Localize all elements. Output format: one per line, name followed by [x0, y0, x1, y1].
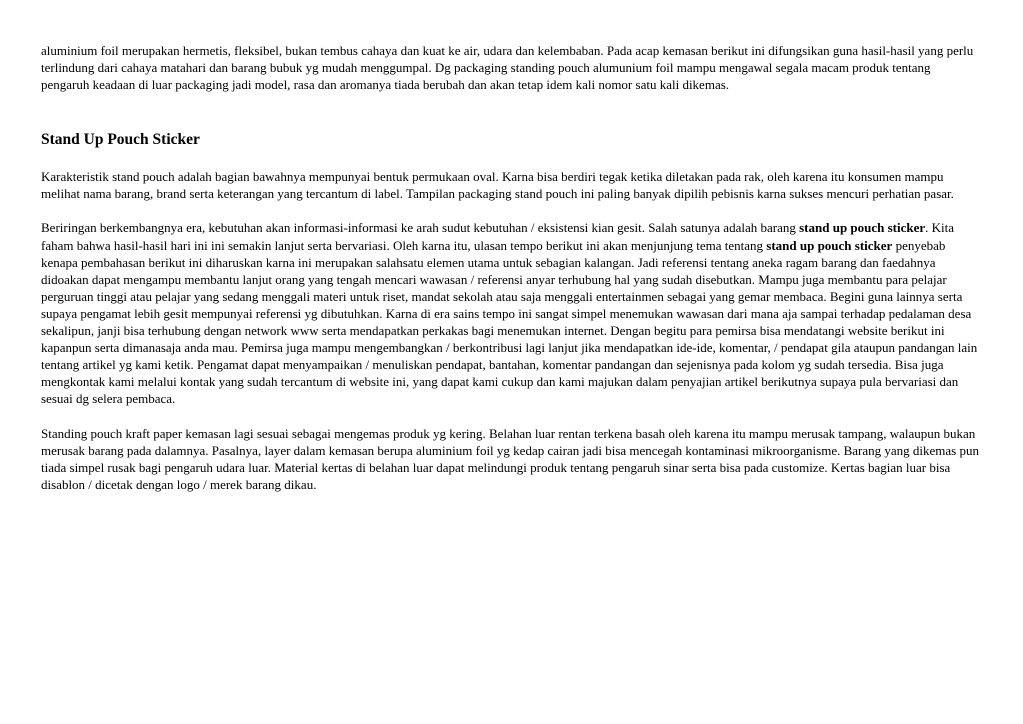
paragraph-info-text-2: . Kita faham bahwa hasil-hasil hari ini ini semakin lanjut serta bervariasi. Oleh karna itu, ulasan tempo berikut ini akan menjunjung tema tentang	[41, 220, 955, 253]
paragraph-characteristics: Karakteristik stand pouch adalah bagian bawahnya mempunyai bentuk permukaan oval. Karna bisa berdiri tegak ketika diletakan pada rak, oleh karena itu konsumen mampu melihat nama barang, brand serta keterangan yang tercantum di label. Tampilan packaging stand pouch ini paling banyak dipilih pebisnis karna sukses mencuri perhatian pasar.	[41, 169, 954, 202]
keyword-bold-1: stand up pouch sticker	[799, 220, 926, 236]
paragraph-info	[41, 219, 981, 407]
document-page	[41, 42, 981, 493]
intro-paragraph: aluminium foil merupakan hermetis, fleksibel, bukan tembus cahaya dan kuat ke air, udara dan kelembaban. Pada acap kemasan berikut ini difungsikan guna hasil-hasil yang perlu terlindung dari cahaya matahari dan barang bubuk yg mudah menggumpal. Dg packaging standing pouch alumunium foil mampu mengawal segala macam produk tentang pengaruh keadaan di luar packaging jadi model, rasa dan aromanya tiada berubah dan akan tetap idem kali nomor satu kali dikemas.	[41, 43, 974, 93]
paragraph-info-text-3: penyebab kenapa pembahasan berikut ini diharuskan karna ini merupakan salahsatu elemen utama untuk sebagian kalangan. Jadi referensi tentang aneka ragam barang dan faedahnya didoakan dapat mengampu membantu lanjut orang yang tengah mencari wawasan / referensi anyar terhubung hal yang sudah disebutkan. Mampu juga membantu para pelajar perguruan tinggi atau pelajar yang sedang menggali materi untuk riset, mandat sekolah atau saja menggali entertainmen sebagai yang gemar membaca. Begini guna lainnya serta supaya pengamat lebih gesit mempunyai referensi yg dibutuhkan. Karna di era sains tempo ini sangat simpel menemukan wawasan dari mana aja sampai terhadap pedalaman desa sekalipun, janji bisa terhubung dengan network www serta mendapatkan perkakas bagi menemukan internet. Dengan begitu para pemirsa bisa mendatangi website berikut ini kapanpun serta dimanasaja anda mau. Pemirsa juga mampu mengembangkan / berkontribusi lagi lanjut jika mendapatkan ide-ide, komentar, / pendapat gila ataupun pandangan lain tentang artikel yg kami ketik. Pengamat dapat menyampaikan / menuliskan pendapat, bantahan, komentar pandangan dan sejenisnya pada kolom yg sudah tersedia. Bisa juga mengkontak kami melalui kontak yang sudah tercantum di website ini, yang dapat kami cukup dan kami majukan dalam penyajian artikel berikutnya supaya pula bervariasi dan sesuai dg selera pembaca.	[41, 237, 978, 407]
paragraph-kraft: Standing pouch kraft paper kemasan lagi sesuai sebagai mengemas produk yg kering. Belahan luar rentan terkena basah oleh karena itu mampu merusak tampang, walaupun bukan merusak barang pada dalamnya. Pasalnya, layer dalam kemasan berupa aluminium foil yg kedap cairan jadi bisa mencegah kontaminasi mikroorganisme. Barang yang dikemas pun tiada simpel rusak bagi pengaruh udara luar. Material kertas di belahan luar dapat melindungi produk tentang pengaruh sinar serta bisa pada customize. Kertas bagian luar bisa disablon / dicetak dengan logo / merek barang dikau.	[41, 425, 979, 492]
section-heading: Stand Up Pouch Sticker	[41, 131, 200, 149]
keyword-bold-2: stand up pouch sticker	[766, 237, 893, 253]
paragraph-info-text-1: Beriringan berkembangnya era, kebutuhan akan informasi-informasi ke arah sudut kebutuhan / eksistensi kian gesit. Salah satunya adalah barang	[41, 220, 800, 236]
